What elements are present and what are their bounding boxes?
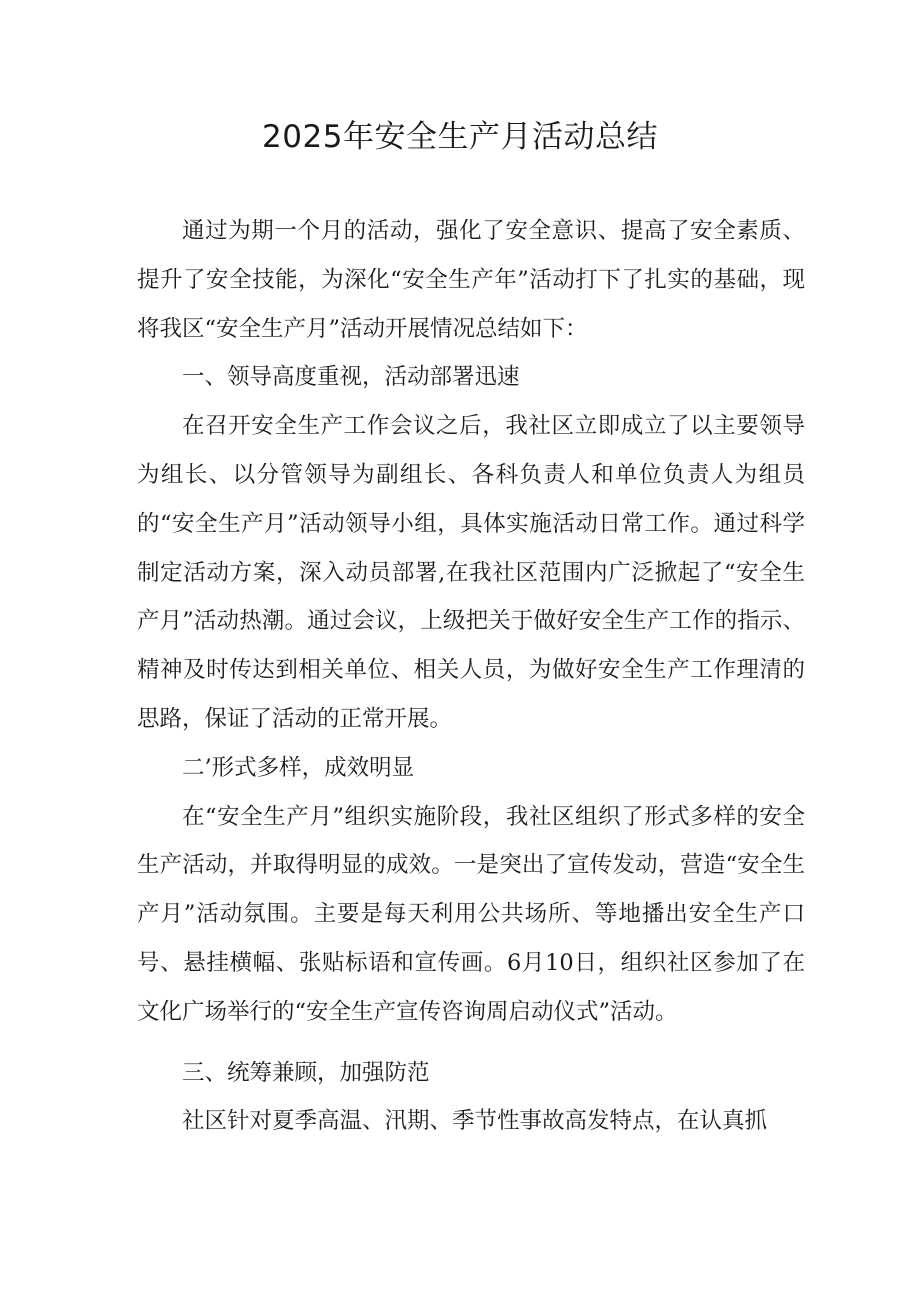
document-body	[137, 207, 805, 1146]
document-title: 2025年安全生产月活动总结	[262, 119, 658, 155]
section-heading-2: 二’形式多样，成效明显	[182, 754, 415, 781]
paragraph-section-2: 在“安全生产月”组织实施阶段，我社区组织了形式多样的安全生产活动，并取得明显的成效。一是突出了宣传发动，营造“安全生产月”活动氛围。主要是每天利用公共场所、等地播出安全生产口号、悬挂横幅、张贴标语和宣传画。6月10日，组织社区参加了在文化广场举行的“安全生产宣传咨询周启动仪式”活动。	[137, 803, 805, 1025]
paragraph-intro: 通过为期一个月的活动，强化了安全意识、提高了安全素质、提升了安全技能，为深化“安全生产年”活动打下了扎实的基础，现将我区“安全生产月”活动开展情况总结如下：	[137, 218, 805, 342]
section-heading-1: 一、领导高度重视，活动部署迅速	[182, 364, 520, 391]
paragraph-section-3: 社区针对夏季高温、汛期、季节性事故高发特点，在认真抓	[182, 1108, 768, 1135]
paragraph-section-1: 在召开安全生产工作会议之后，我社区立即成立了以主要领导为组长、以分管领导为副组长、各科负责人和单位负责人为组员的“安全生产月”活动领导小组，具体实施活动日常工作。通过科学制定活动方案，深入动员部署,在我社区范围内广泛掀起了“安全生产月”活动热潮。通过会议，上级把关于做好安全生产工作的指示、精神及时传达到相关单位、相关人员，为做好安全生产工作理清的思路，保证了活动的正常开展。	[137, 413, 805, 732]
section-heading-3: 三、统筹兼顾，加强防范	[182, 1059, 430, 1086]
